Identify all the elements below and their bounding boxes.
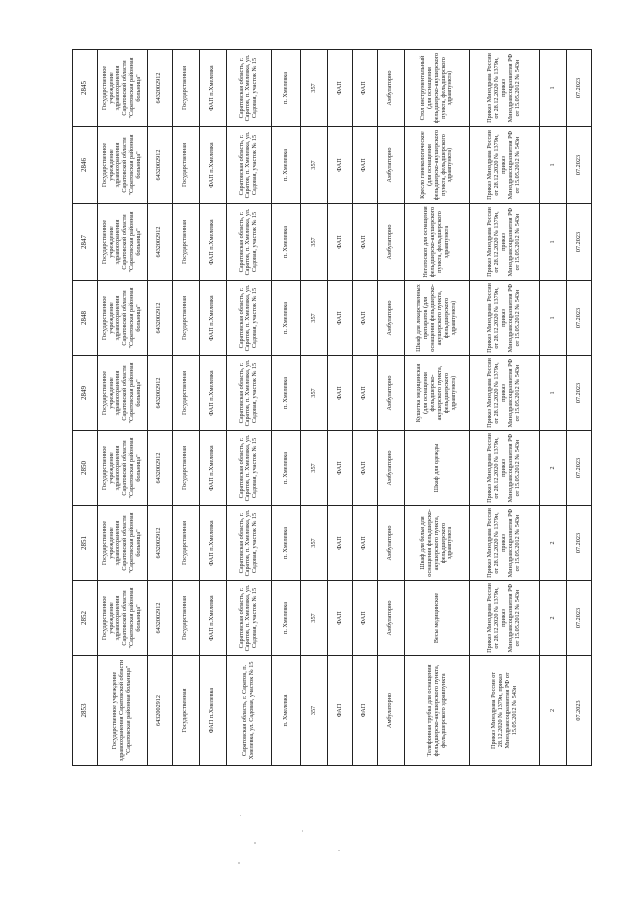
cell-facility: ФАП п.Хмелевка — [199, 656, 226, 766]
table-row-date — [567, 50, 592, 766]
cell-qty: 2 — [540, 431, 567, 506]
table-row-id — [73, 50, 98, 766]
cell-type1: ФАП — [328, 506, 353, 581]
cell-equipment: Кресло гинекологическое (для оснащения фельдшерско-акушерского пункта, фельдшерского здравпункта) — [404, 127, 469, 204]
cell-type2: ФАП — [353, 581, 378, 656]
cell-id: 2845 — [73, 50, 98, 127]
cell-ownership: Государственная — [172, 281, 199, 356]
cell-address: Саратовская область, г. Саратов, п. Хмелевка, ул. Садовая, участок № 15 — [226, 127, 271, 204]
table-row-code — [301, 50, 328, 766]
cell-org: Государственное учреждение здравоохранения Саратовской области "Саратовская районная больница" — [97, 50, 147, 127]
cell-id: 2849 — [73, 356, 98, 431]
cell-type1: ФАП — [328, 356, 353, 431]
cell-order: Приказ Минздрава России от 28.12.2020 № 1379н, приказ Минздравсоцразвития РФ от 15.05.2012 № 543н — [470, 506, 540, 581]
cell-date: 07.2023 — [567, 127, 592, 204]
cell-facility: ФАП п.Хмелевка — [199, 204, 226, 281]
cell-address: Саратовская область, г. Саратов, п. Хмелевка, ул. Садовая, участок № 15 — [226, 506, 271, 581]
cell-type2: ФАП — [353, 656, 378, 766]
table-row-inn — [148, 50, 173, 766]
cell-type1: ФАП — [328, 281, 353, 356]
cell-org: Государственное учреждение здравоохранения Саратовской области "Саратовская районная больница" — [97, 204, 147, 281]
cell-equipment: Весы медицинские — [404, 581, 469, 656]
cell-org: Государственное учреждение здравоохранения Саратовской области "Саратовская районная больница" — [97, 431, 147, 506]
cell-date: 07.2023 — [567, 656, 592, 766]
cell-order: Приказ Минздрава России от 28.12.2020 № 1379н, приказ Минздравсоцразвития РФ от 15.05.2012 № 543н — [470, 50, 540, 127]
cell-code: 357 — [301, 581, 328, 656]
cell-settlement: п. Хмелевка — [271, 431, 300, 506]
cell-care: Амбулаторно — [377, 656, 404, 766]
cell-order: Приказ Минздрава России от 28.12.2020 № 1379н, приказ Минздравсоцразвития РФ от 15.05.2012 № 543н — [470, 356, 540, 431]
cell-care: Амбулаторно — [377, 356, 404, 431]
cell-type1: ФАП — [328, 204, 353, 281]
cell-facility: ФАП п.Хмелевка — [199, 581, 226, 656]
table-row-order — [470, 50, 540, 766]
cell-type2: ФАП — [353, 431, 378, 506]
cell-settlement: п. Хмелевка — [271, 204, 300, 281]
cell-settlement: п. Хмелевка — [271, 127, 300, 204]
cell-date: 07.2023 — [567, 281, 592, 356]
cell-type1: ФАП — [328, 431, 353, 506]
cell-care: Амбулаторно — [377, 204, 404, 281]
table-row-org — [97, 50, 147, 766]
cell-date: 07.2023 — [567, 581, 592, 656]
cell-facility: ФАП п.Хмелевка — [199, 127, 226, 204]
cell-date: 07.2023 — [567, 506, 592, 581]
cell-id: 2851 — [73, 506, 98, 581]
table-row-facility — [199, 50, 226, 766]
cell-org: Государственное учреждение здравоохранения Саратовской области "Саратовская районная больница" — [97, 656, 147, 766]
cell-settlement: п. Хмелевка — [271, 281, 300, 356]
table-row-equipment — [404, 50, 469, 766]
cell-type2: ФАП — [353, 127, 378, 204]
cell-qty: 1 — [540, 50, 567, 127]
cell-type2: ФАП — [353, 281, 378, 356]
table-row-qty — [540, 50, 567, 766]
cell-inn: 6432002912 — [148, 431, 173, 506]
cell-facility: ФАП п.Хмелевка — [199, 506, 226, 581]
cell-org: Государственное учреждение здравоохранения Саратовской области "Саратовская районная больница" — [97, 127, 147, 204]
cell-equipment: Шкаф для белья для оснащения фельдшерско-акушерского пункта, фельдшерского здравпункта — [404, 506, 469, 581]
cell-inn: 6432002912 — [148, 581, 173, 656]
cell-code: 357 — [301, 127, 328, 204]
table-row-type1 — [328, 50, 353, 766]
cell-type2: ФАП — [353, 356, 378, 431]
cell-care: Амбулаторно — [377, 431, 404, 506]
scan-speck — [338, 850, 340, 851]
cell-equipment: Шкаф для лекарственных препаратов (для оснащения фельдшерско-акушерского пункта, фельдшерского здравпункта) — [404, 281, 469, 356]
scan-speck — [254, 842, 256, 844]
cell-date: 07.2023 — [567, 431, 592, 506]
cell-care: Амбулаторно — [377, 581, 404, 656]
cell-facility: ФАП п.Хмелевка — [199, 281, 226, 356]
cell-ownership: Государственная — [172, 656, 199, 766]
cell-code: 357 — [301, 656, 328, 766]
cell-qty: 1 — [540, 204, 567, 281]
cell-facility: ФАП п.Хмелевка — [199, 431, 226, 506]
table-row-type2 — [353, 50, 378, 766]
cell-order: Приказ Минздрава России от 28.12.2020 № 1379н, приказ Минздравсоцразвития РФ от 15.05.2012 № 543н — [470, 204, 540, 281]
cell-order: Приказ Минздрава России от 28.12.2020 № 1379н, приказ Минздравсоцразвития РФ от 15.05.2012 № 543н — [470, 656, 540, 766]
cell-settlement: п. Хмелевка — [271, 50, 300, 127]
cell-type2: ФАП — [353, 204, 378, 281]
cell-order: Приказ Минздрава России от 28.12.2020 № 1379н, приказ Минздравсоцразвития РФ от 15.05.2012 № 543н — [470, 127, 540, 204]
cell-settlement: п. Хмелевка — [271, 581, 300, 656]
cell-inn: 6432002912 — [148, 656, 173, 766]
cell-inn: 6432002912 — [148, 50, 173, 127]
cell-type2: ФАП — [353, 50, 378, 127]
cell-address: Саратовская область, г. Саратов, п. Хмелевка, ул. Садовая, участок № 15 — [226, 581, 271, 656]
scan-speck — [240, 815, 241, 816]
cell-org: Государственное учреждение здравоохранения Саратовской области "Саратовская районная больница" — [97, 281, 147, 356]
cell-id: 2847 — [73, 204, 98, 281]
cell-code: 357 — [301, 204, 328, 281]
cell-order: Приказ Минздрава России от 28.12.2020 № 1379н, приказ Минздравсоцразвития РФ от 15.05.2012 № 543н — [470, 281, 540, 356]
cell-inn: 6432002912 — [148, 506, 173, 581]
cell-care: Амбулаторно — [377, 127, 404, 204]
cell-code: 357 — [301, 431, 328, 506]
cell-date: 07.2023 — [567, 204, 592, 281]
table-row-address — [226, 50, 271, 766]
cell-inn: 6432002912 — [148, 204, 173, 281]
cell-type1: ФАП — [328, 50, 353, 127]
cell-type1: ФАП — [328, 656, 353, 766]
cell-type1: ФАП — [328, 581, 353, 656]
cell-equipment: Стол инструментальный (для оснащения фельдшерско-акушерского пункта, фельдшерского здравпункта) — [404, 50, 469, 127]
cell-care: Амбулаторно — [377, 50, 404, 127]
table-row-settlement — [271, 50, 300, 766]
cell-ownership: Государственная — [172, 506, 199, 581]
cell-code: 357 — [301, 50, 328, 127]
cell-ownership: Государственная — [172, 127, 199, 204]
cell-care: Амбулаторно — [377, 281, 404, 356]
table-row-care — [377, 50, 404, 766]
cell-equipment: Негатоскоп для оснащения фельдшерско-акушерского пункта, фельдшерского здравпункта — [404, 204, 469, 281]
cell-facility: ФАП п.Хмелевка — [199, 356, 226, 431]
cell-settlement: п. Хмелевка — [271, 356, 300, 431]
cell-org: Государственное учреждение здравоохранения Саратовской области "Саратовская районная больница" — [97, 356, 147, 431]
cell-address: Саратовская область, г. Саратов, п. Хмелевка, ул. Садовая, участок № 15 — [226, 656, 271, 766]
cell-order: Приказ Минздрава России от 28.12.2020 № 1379н, приказ Минздравсоцразвития РФ от 15.05.2012 № 543н — [470, 581, 540, 656]
cell-type1: ФАП — [328, 127, 353, 204]
cell-inn: 6432002912 — [148, 127, 173, 204]
cell-facility: ФАП п.Хмелевка — [199, 50, 226, 127]
cell-date: 07.2023 — [567, 50, 592, 127]
cell-code: 357 — [301, 506, 328, 581]
cell-date: 07.2023 — [567, 356, 592, 431]
cell-order: Приказ Минздрава России от 28.12.2020 № 1379н, приказ Минздравсоцразвития РФ от 15.05.2012 № 543н — [470, 431, 540, 506]
cell-qty: 1 — [540, 356, 567, 431]
cell-inn: 6432002912 — [148, 356, 173, 431]
cell-org: Государственное учреждение здравоохранения Саратовской области "Саратовская районная больница" — [97, 581, 147, 656]
cell-qty: 1 — [540, 281, 567, 356]
cell-org: Государственное учреждение здравоохранения Саратовской области "Саратовская районная больница" — [97, 506, 147, 581]
cell-qty: 2 — [540, 581, 567, 656]
cell-address: Саратовская область, г. Саратов, п. Хмелевка, ул. Садовая, участок № 15 — [226, 356, 271, 431]
table-row-ownership — [172, 50, 199, 766]
cell-ownership: Государственная — [172, 581, 199, 656]
cell-type2: ФАП — [353, 506, 378, 581]
cell-id: 2846 — [73, 127, 98, 204]
cell-equipment: Кушетка медицинская (для оснащения фельдшерско-акушерского пункта, фельдшерского здравпункта) — [404, 356, 469, 431]
cell-id: 2853 — [73, 656, 98, 766]
cell-settlement: п. Хмелевка — [271, 506, 300, 581]
cell-address: Саратовская область, г. Саратов, п. Хмелевка, ул. Садовая, участок № 15 — [226, 204, 271, 281]
cell-code: 357 — [301, 356, 328, 431]
cell-care: Амбулаторно — [377, 506, 404, 581]
cell-ownership: Государственная — [172, 50, 199, 127]
cell-id: 2852 — [73, 581, 98, 656]
rotated-table-container — [72, 50, 592, 766]
cell-equipment: Шкаф для одежды — [404, 431, 469, 506]
cell-ownership: Государственная — [172, 356, 199, 431]
cell-address: Саратовская область, г. Саратов, п. Хмелевка, ул. Садовая, участок № 15 — [226, 281, 271, 356]
scan-speck — [302, 830, 303, 832]
cell-qty: 2 — [540, 656, 567, 766]
cell-address: Саратовская область, г. Саратов, п. Хмелевка, ул. Садовая, участок № 15 — [226, 431, 271, 506]
cell-inn: 6432002912 — [148, 281, 173, 356]
cell-ownership: Государственная — [172, 431, 199, 506]
cell-id: 2850 — [73, 431, 98, 506]
cell-id: 2848 — [73, 281, 98, 356]
cell-ownership: Государственная — [172, 204, 199, 281]
cell-code: 357 — [301, 281, 328, 356]
cell-qty: 2 — [540, 506, 567, 581]
equipment-table — [72, 49, 592, 766]
scan-speck — [238, 862, 240, 864]
cell-qty: 1 — [540, 127, 567, 204]
cell-equipment: Телефонная трубка для оснащения фельдшерско-акушерского пункта, фельдшерского здравпункта — [404, 656, 469, 766]
cell-address: Саратовская область, г. Саратов, п. Хмелевка, ул. Садовая, участок № 15 — [226, 50, 271, 127]
cell-settlement: п. Хмелевка — [271, 656, 300, 766]
